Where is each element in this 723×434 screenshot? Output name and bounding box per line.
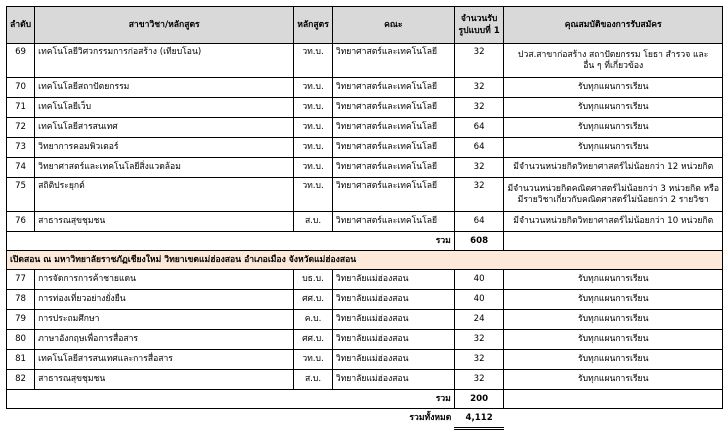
row-faculty: วิทยาลัยแม่ฮ่องสอน [332, 310, 454, 330]
row-qualification: รับทุกแผนการเรียน [504, 78, 723, 98]
row-quota: 32 [454, 330, 504, 350]
row-no: 78 [7, 290, 35, 310]
subtotal-row [7, 390, 723, 409]
row-no: 76 [7, 212, 35, 232]
row-qualification [504, 178, 723, 212]
row-program: วิทยาการคอมพิวเตอร์ [35, 138, 294, 158]
row-qualification: รับทุกแผนการเรียน [504, 350, 723, 370]
table-row [7, 290, 723, 310]
row-faculty: วิทยาศาสตร์และเทคโนโลยี [332, 78, 454, 98]
row-degree: วท.บ. [294, 98, 333, 118]
row-program: เทคโนโลยีเว็บ [35, 98, 294, 118]
row-degree: วท.บ. [294, 178, 333, 212]
row-quota: 40 [454, 270, 504, 290]
row-qualification: รับทุกแผนการเรียน [504, 310, 723, 330]
row-no: 81 [7, 350, 35, 370]
qual-line1: ปวส.สาขาก่อสร้าง สถาปัตยกรรม โยธา สำรวจ และ [518, 49, 709, 60]
row-faculty: วิทยาศาสตร์และเทคโนโลยี [332, 178, 454, 212]
row-program: สถิติประยุกต์ [35, 178, 294, 212]
table-row [7, 138, 723, 158]
table-row [7, 310, 723, 330]
row-degree: วท.บ. [294, 78, 333, 98]
row-quota: 32 [454, 98, 504, 118]
subtotal-empty [504, 390, 723, 409]
row-qualification: มีจำนวนหน่วยกิตวิทยาศาสตร์ไม่น้อยกว่า 10 หน่วยกิต [504, 212, 723, 232]
header-degree: หลักสูตร [294, 7, 333, 44]
row-degree: วท.บ. [294, 350, 333, 370]
row-no: 73 [7, 138, 35, 158]
row-program: การท่องเที่ยวอย่างยั่งยืน [35, 290, 294, 310]
table-row [7, 178, 723, 212]
header-program: สาขาวิชา/หลักสูตร [35, 7, 294, 44]
row-quota: 64 [454, 212, 504, 232]
table-row [7, 330, 723, 350]
table-row [7, 44, 723, 78]
row-program: เทคโนโลยีวิศวกรรมการก่อสร้าง (เทียบโอน) [35, 44, 294, 78]
row-degree: วท.บ. [294, 44, 333, 78]
table-row [7, 270, 723, 290]
section-title: เปิดสอน ณ มหาวิทยาลัยราชภัฏเชียงใหม่ วิทยาเขตแม่ฮ่องสอน อำเภอเมือง จังหวัดแม่ฮ่องสอน [7, 251, 723, 270]
row-no: 71 [7, 98, 35, 118]
row-qualification: รับทุกแผนการเรียน [504, 270, 723, 290]
header-quota-line2: รูปแบบที่ 1 [458, 26, 500, 36]
qual-line2: มีรายวิชาเกี่ยวกับคณิตศาสตร์ไม่น้อยกว่า 2 รายวิชา [517, 194, 709, 205]
row-qualification: รับทุกแผนการเรียน [504, 98, 723, 118]
subtotal-row [7, 232, 723, 251]
table-row [7, 212, 723, 232]
row-degree: ส.บ. [294, 212, 333, 232]
row-no: 75 [7, 178, 35, 212]
row-faculty: วิทยาศาสตร์และเทคโนโลยี [332, 118, 454, 138]
header-no: ลำดับ [7, 7, 35, 44]
row-degree: บธ.บ. [294, 270, 333, 290]
row-qualification: รับทุกแผนการเรียน [504, 290, 723, 310]
row-faculty: วิทยาลัยแม่ฮ่องสอน [332, 370, 454, 390]
table-row [7, 98, 723, 118]
header-qualification: คุณสมบัติของการรับสมัคร [504, 7, 723, 44]
row-quota: 64 [454, 118, 504, 138]
row-faculty: วิทยาศาสตร์และเทคโนโลยี [332, 212, 454, 232]
table-row [7, 78, 723, 98]
row-program: เทคโนโลยีสารสนเทศและการสื่อสาร [35, 350, 294, 370]
row-degree: ส.บ. [294, 370, 333, 390]
row-no: 82 [7, 370, 35, 390]
table-row [7, 350, 723, 370]
row-quota: 32 [454, 158, 504, 178]
row-quota: 32 [454, 178, 504, 212]
row-qualification: รับทุกแผนการเรียน [504, 138, 723, 158]
row-qualification [504, 44, 723, 78]
subtotal-value: 608 [454, 232, 504, 251]
qual-line1: มีจำนวนหน่วยกิตคณิตศาสตร์ไม่น้อยกว่า 3 หน่วยกิต หรือ [507, 183, 719, 194]
row-program: การประถมศึกษา [35, 310, 294, 330]
row-quota: 32 [454, 370, 504, 390]
row-qualification: รับทุกแผนการเรียน [504, 370, 723, 390]
row-quota: 64 [454, 138, 504, 158]
row-faculty: วิทยาศาสตร์และเทคโนโลยี [332, 98, 454, 118]
row-faculty: วิทยาศาสตร์และเทคโนโลยี [332, 44, 454, 78]
table-row [7, 370, 723, 390]
row-faculty: วิทยาลัยแม่ฮ่องสอน [332, 350, 454, 370]
row-quota: 32 [454, 350, 504, 370]
row-degree: ศศ.บ. [294, 330, 333, 350]
row-no: 72 [7, 118, 35, 138]
table-row [7, 158, 723, 178]
row-no: 74 [7, 158, 35, 178]
subtotal-label: รวม [7, 232, 455, 251]
grand-total-value: 4,112 [454, 409, 504, 429]
row-no: 80 [7, 330, 35, 350]
row-no: 77 [7, 270, 35, 290]
grand-total-empty [504, 409, 723, 429]
row-degree: ศศ.บ. [294, 290, 333, 310]
row-no: 79 [7, 310, 35, 330]
subtotal-label: รวม [7, 390, 455, 409]
header-quota-line1: จำนวนรับ [460, 14, 498, 24]
table-row [7, 118, 723, 138]
row-degree: วท.บ. [294, 158, 333, 178]
row-program: สาธารณสุขชุมชน [35, 212, 294, 232]
row-degree: ค.บ. [294, 310, 333, 330]
row-faculty: วิทยาลัยแม่ฮ่องสอน [332, 270, 454, 290]
grand-total-label: รวมทั้งหมด [409, 413, 452, 424]
row-program: การจัดการการค้าชายแดน [35, 270, 294, 290]
row-program: ภาษาอังกฤษเพื่อการสื่อสาร [35, 330, 294, 350]
row-quota: 40 [454, 290, 504, 310]
row-no: 70 [7, 78, 35, 98]
row-faculty: วิทยาศาสตร์และเทคโนโลยี [332, 158, 454, 178]
row-qualification: รับทุกแผนการเรียน [504, 330, 723, 350]
row-program: เทคโนโลยีสารสนเทศ [35, 118, 294, 138]
subtotal-value: 200 [454, 390, 504, 409]
grand-total-row [7, 409, 723, 429]
row-degree: วท.บ. [294, 138, 333, 158]
row-degree: วท.บ. [294, 118, 333, 138]
row-quota: 32 [454, 78, 504, 98]
admission-table [6, 6, 723, 430]
row-faculty: วิทยาลัยแม่ฮ่องสอน [332, 290, 454, 310]
row-quota: 24 [454, 310, 504, 330]
row-faculty: วิทยาลัยแม่ฮ่องสอน [332, 330, 454, 350]
row-quota: 32 [454, 44, 504, 78]
header-row [7, 7, 723, 44]
row-program: เทคโนโลยีสถาปัตยกรรม [35, 78, 294, 98]
row-program: สาธารณสุขชุมชน [35, 370, 294, 390]
row-no: 69 [7, 44, 35, 78]
header-faculty: คณะ [332, 7, 454, 44]
qual-line2: อื่น ๆ ที่เกี่ยวข้อง [583, 60, 644, 71]
row-qualification: รับทุกแผนการเรียน [504, 118, 723, 138]
header-quota [454, 7, 504, 44]
row-qualification: มีจำนวนหน่วยกิตวิทยาศาสตร์ไม่น้อยกว่า 12 หน่วยกิต [504, 158, 723, 178]
section-header-row [7, 251, 723, 270]
row-program: วิทยาศาสตร์และเทคโนโลยีสิ่งแวดล้อม [35, 158, 294, 178]
subtotal-empty [504, 232, 723, 251]
row-faculty: วิทยาศาสตร์และเทคโนโลยี [332, 138, 454, 158]
